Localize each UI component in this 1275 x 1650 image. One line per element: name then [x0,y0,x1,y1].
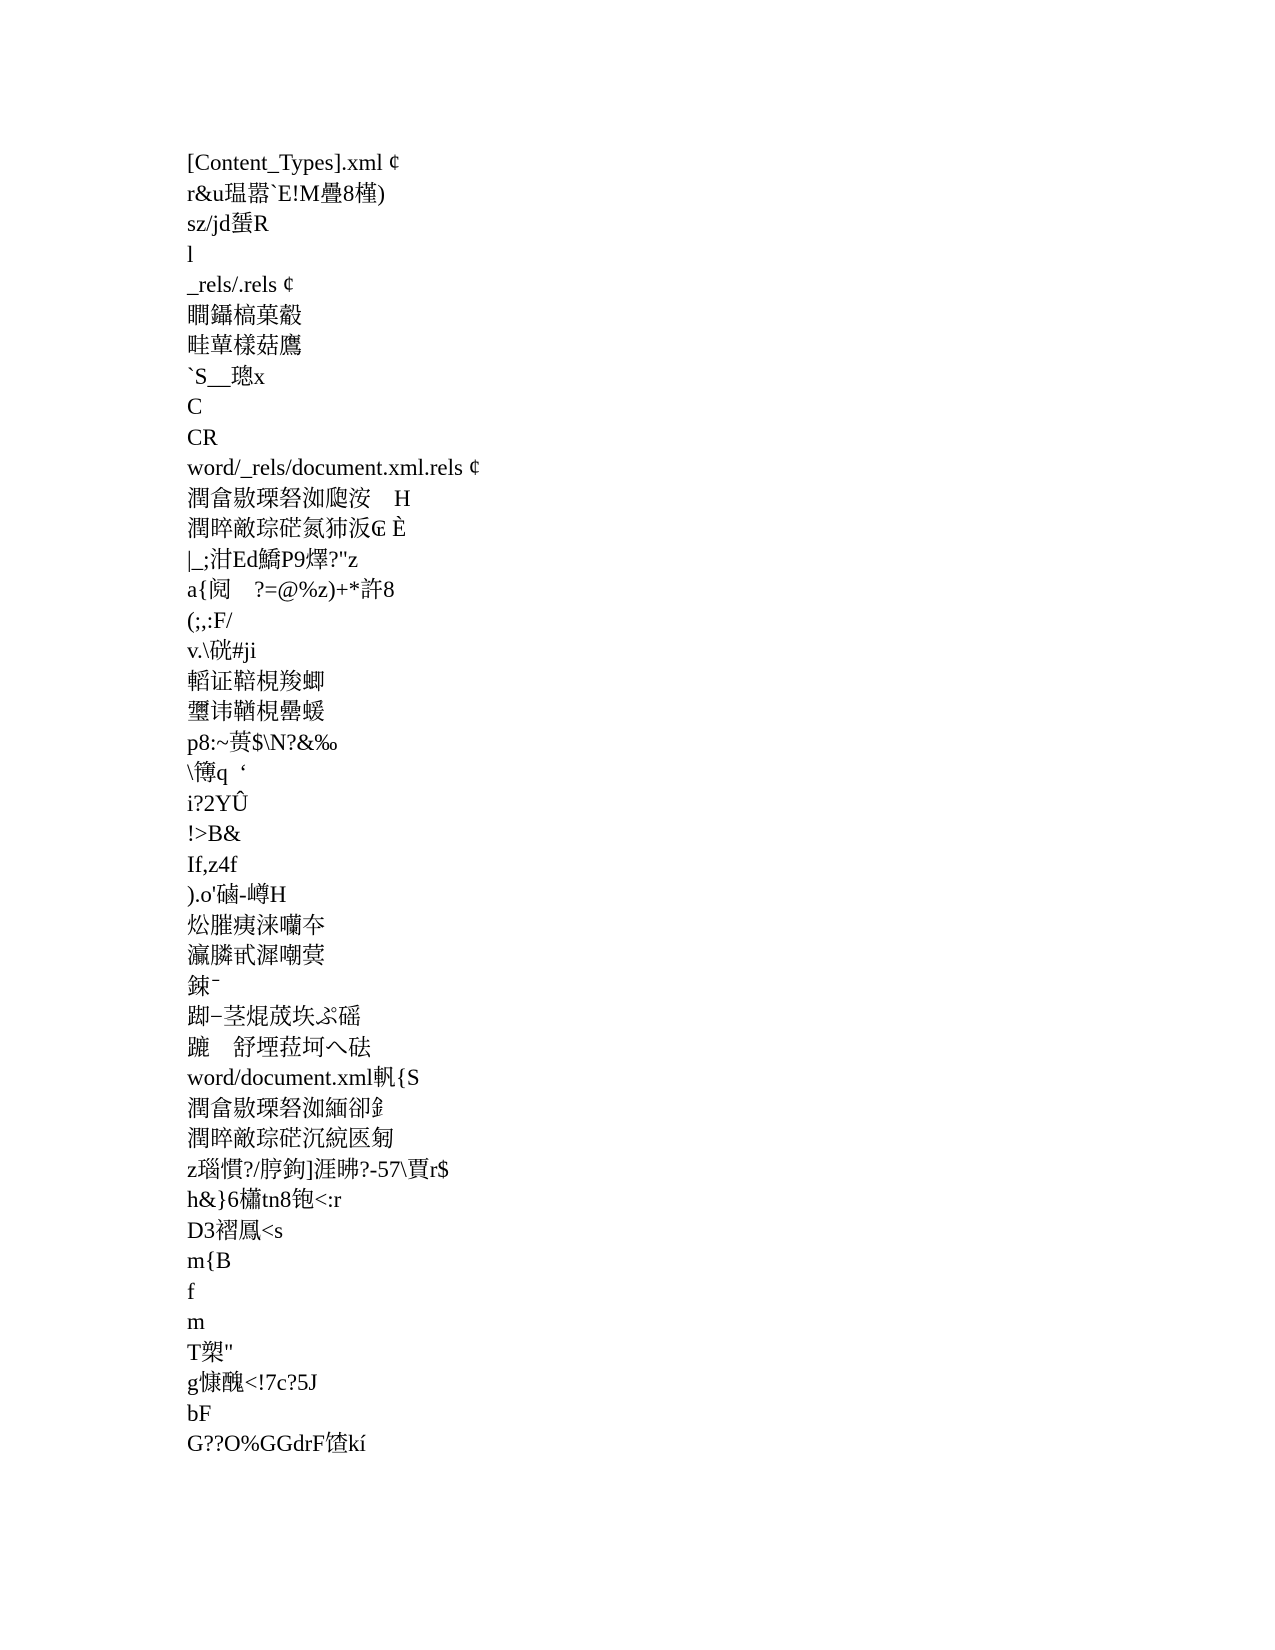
text-line: 畦蕇樣菇鷹 [187,333,302,358]
text-line: T槊" [187,1339,234,1365]
text-line: 灜膦甙漽嘲蓂 [187,943,325,968]
text-line: 鋉 ̄ [187,973,216,999]
text-line: (;,:F/ [187,607,233,633]
text-line: m [187,1309,205,1334]
text-line: word/document.xml軓{S [187,1065,420,1090]
text-line: r&u瑥嚣`E!M疊8槿) [187,180,386,206]
text-line: C [187,394,203,419]
text-line: m{B [187,1248,232,1273]
text-line: a{阋 ?=@%z)+*許8 [187,577,395,602]
text-line: v.\硄#ji [187,638,257,663]
text-line: g慷醜<!7c?5J [187,1370,318,1395]
text-line: ).o'磠-嶟H [187,882,287,907]
text-line: 潤晬敵琮硭氮犻汳₢ È [187,516,407,541]
text-line: p8:~蒉$\N?&‰ [187,729,338,755]
text-line: \簙q ʻ [187,760,248,785]
text-line: 踋−茎焜荿垁ぷ磘 [187,1004,361,1029]
text-line: f [187,1278,195,1304]
text-line: l [187,241,194,267]
text-line: !>B& [187,821,241,846]
text-line: word/_rels/document.xml.rels ¢ [187,455,481,480]
text-line: G??O%GGdrF馇kí [187,1431,366,1456]
text-line: D3褶鳳<s [187,1217,284,1243]
text-line: 潤畣敭瑮砮洳瓟洝 H [187,485,411,511]
text-line: |_;泔Ed鱎P9燡?"z [187,546,359,572]
text-line: 潤畣敭瑮砮洳緬卻釒 [187,1095,394,1121]
text-line: `S__璁x [187,363,265,389]
text-line: If,z4f [187,851,238,877]
text-line: 瓕讳鞧梘罍蝯 [187,699,325,724]
text-line: h&}6櫹tn8铇<:r [187,1187,342,1212]
text-line: i?2YÛ [187,790,249,816]
text-line: 炂膗痍涞囒夲 [187,912,325,938]
text-line: z瑙慣?/脝鉤]涯昲?-57\賈r$ [187,1156,449,1182]
text-line: sz/jd蜑R [187,211,269,236]
text-line: CR [187,424,218,450]
text-line: [Content_Types].xml ¢ [187,150,401,175]
document-body [187,148,1087,1460]
text-line: bF [187,1400,212,1426]
text-line: 蹗 舒堙菈坷へ砝 [187,1034,371,1060]
text-line: 轁证鞛梘羧蝍 [187,668,325,694]
text-line: 潤晬敵琮硭沉綂匧匑 [187,1126,394,1151]
text-line: 瞷鑷槁菓觳 [187,302,302,328]
text-line: _rels/.rels ¢ [187,272,295,297]
